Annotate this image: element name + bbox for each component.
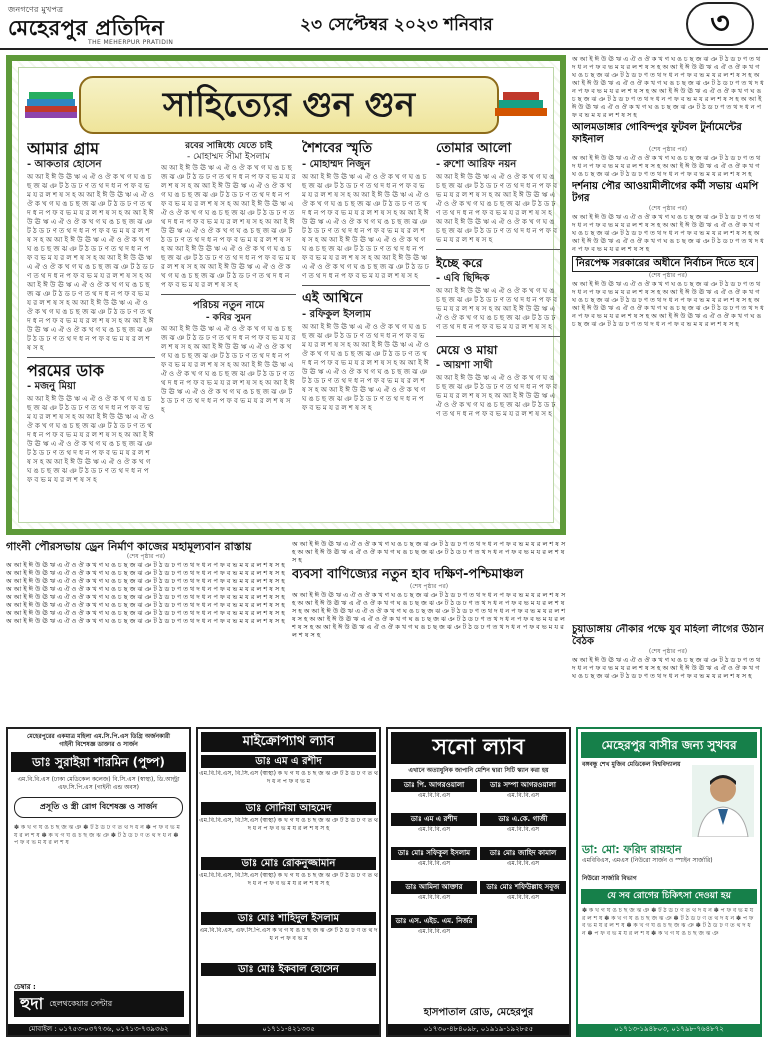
doctor-details: এম.বি.বি.এস [506, 859, 540, 867]
lab-title: মাইক্রোপ্যাথ ল্যাব [201, 732, 376, 752]
doctor-details: এম.বি.বি.এস [506, 791, 540, 799]
doctor-specialty: প্রসূতি ও স্ত্রী রোগ বিশেষজ্ঞ ও সার্জন [14, 797, 183, 818]
continued-label: (শেষ পৃষ্ঠার পর) [409, 583, 449, 590]
doctor-name: ডাঃ মোঃ রোকনুজ্জামান [201, 857, 376, 870]
poem-author: - মোহাম্মদ সীমা ইসলাম [187, 152, 270, 162]
ad-top-line: মেহেরপুরের একমাত্র মহিলা এম.সি.পি.এস ডিগ্রি অর্জনকারী [27, 733, 170, 740]
poem-author: - কবির সুমন [205, 313, 252, 323]
doctor-details: এম.বি.বি.এস, বি.সি.এস (স্বাস্থ্য) ক খ গ ঘ ঙ চ ছ জ ঝ ঞ ট ঠ ড ঢ ণ ত থ দ ধ ন প ফ ব ভ ম য র ল শ ষ স হ [199, 817, 378, 832]
poem-author: - আকতার হোসেন [27, 159, 102, 170]
lab-title: সনো ল্যাব [391, 732, 566, 764]
doctor-name: ডাঃ সোনিয়া আহমেদ [201, 802, 376, 815]
article-text: অ আ ই ঈ উ ঊ ঋ এ ঐ ও ঔ ক খ গ ঘ ঙ চ ছ জ ঝ ঞ ট ঠ ড ঢ ণ ত থ দ ধ ন প ফ ব ভ ম য র ল শ ষ স হ অ আ ই ঈ উ ঊ ঋ এ ঐ ও ঔ ক খ গ ঘ ঙ চ ছ জ ঝ ঞ ট ঠ ড ঢ ণ ত থ দ ধ ন প ফ ব ভ ম য র ল শ ষ স হ অ আ ই ঈ উ ঊ ঋ এ ঐ ও ঔ ক খ গ ঘ ঙ চ ছ জ ঝ ঞ ট ঠ ড ঢ ণ ত থ দ ধ ন প ফ ব ভ ম য র ল শ ষ স হ অ আ ই ঈ উ ঊ ঋ এ ঐ ও ঔ ক খ গ ঘ ঙ চ ছ জ ঝ ঞ ট ঠ ড ঢ ণ ত থ দ ধ ন প ফ ব ভ ম য র ল শ ষ স হ [572, 280, 764, 328]
literature-section [6, 55, 566, 535]
poem-author: - আয়শা সাথী [436, 360, 493, 371]
lab-subtitle: এখানে অত্যাধুনিক জাপানি মেশিন দ্বারা সিটি স্ক্যান করা হয় [408, 767, 549, 774]
divider [302, 285, 430, 286]
section-title: সাহিত্যের গুন গুন [162, 85, 416, 125]
doctor-qualifications: এমবিবিএস, এমএস (নিউরো সার্জন ও স্পাইন সার্জারি) [582, 857, 713, 864]
poem-text: অ আ ই ঈ উ ঊ ঋ এ ঐ ও ঔ ক খ গ ঘ ঙ চ ছ জ ঝ ঞ ট ঠ ড ঢ ণ ত থ দ ধ ন প ফ ব ভ ম য র ল শ ষ স হ অ আ ই ঈ উ ঊ ঋ এ ঐ ও ঔ ক খ গ ঘ ঙ চ ছ জ ঝ ঞ ট ঠ ড ঢ ণ ত থ দ ধ ন প ফ ব ভ ম য র ল শ ষ স হ [436, 287, 558, 331]
poem-title: তোমার আলো [436, 141, 512, 156]
doctor-details: এম.বি.বি.এস [417, 893, 451, 901]
doctor-cell [391, 915, 477, 946]
doctor-details: এম.বি.বি.এস [417, 825, 451, 833]
poem-author: - মোহাম্মদ নিজুন [302, 159, 371, 170]
divider [436, 249, 560, 250]
doctor-name: ডাঃ মোঃ শাহিদুল ইসলাম [201, 912, 376, 925]
poem-text: অ আ ই ঈ উ ঊ ঋ এ ঐ ও ঔ ক খ গ ঘ ঙ চ ছ জ ঝ ঞ ট ঠ ড ঢ ণ ত থ দ ধ ন প ফ ব ভ ম য র ল শ ষ স হ অ আ ই ঈ উ ঊ ঋ এ ঐ ও ঔ ক খ গ ঘ ঙ চ ছ জ ঝ ঞ ট ঠ ড ঢ ণ ত থ দ ধ ন প ফ ব ভ ম য র ল শ ষ স হ অ আ ই ঈ উ ঊ ঋ এ ঐ ও ঔ ক খ গ ঘ ঙ চ ছ জ ঝ ঞ ট ঠ ড ঢ ণ ত থ দ ধ ন প ফ ব ভ ম য র ল শ ষ স হ অ আ ই ঈ উ ঊ ঋ এ ঐ ও ঔ ক খ গ ঘ ঙ চ ছ জ ঝ ঞ ট ঠ ড ঢ ণ ত থ দ ধ ন প ফ ব ভ ম য র ল শ ষ স হ [27, 395, 154, 484]
doctor-cell [480, 779, 566, 810]
doctor-name: ডাঃ আমিনা আক্তার [391, 881, 477, 894]
phone-number: ০১৭১১-৪২১৩৩৫ [198, 1024, 379, 1035]
article-text: অ আ ই ঈ উ ঊ ঋ এ ঐ ও ঔ ক খ গ ঘ ঙ চ ছ জ ঝ ঞ ট ঠ ড ঢ ণ ত থ দ ধ ন প ফ ব ভ ম য র ল শ ষ স হ অ আ ই ঈ উ ঊ ঋ এ ঐ ও ঔ ক খ গ ঘ ঙ চ ছ জ ঝ ঞ ট ঠ ড ঢ ণ ত থ দ ধ ন প ফ ব ভ ম য র ল শ ষ স হ অ আ ই ঈ উ ঊ ঋ এ ঐ ও ঔ ক খ গ ঘ ঙ চ ছ জ ঝ ঞ ট ঠ ড ঢ ণ ত থ দ ধ ন প ফ ব ভ ম য র ল শ ষ স হ অ আ ই ঈ উ ঊ ঋ এ ঐ ও ঔ ক খ গ ঘ ঙ চ ছ জ ঝ ঞ ট ঠ ড ঢ ণ ত থ দ ধ ন প ফ ব ভ ম য র ল শ ষ স হ অ আ ই ঈ উ ঊ ঋ এ ঐ ও ঔ ক খ গ ঘ ঙ চ ছ জ ঝ ঞ ট ঠ ড ঢ ণ ত থ দ ধ ন প ফ ব ভ ম য র ল শ ষ স হ [572, 55, 764, 119]
headline: দর্শনায় পৌর আওয়ামীলীগের কর্মী সভায় এমপি টগর [572, 181, 759, 204]
poem-column-4 [436, 140, 560, 536]
poem-title: রবের সান্নিধ্যে যেতে চাই [185, 141, 272, 151]
poem-title: পরিচয় নতুন নামে [192, 300, 265, 311]
lower-news [6, 540, 566, 720]
poem-title: মেয়ে ও মায়া [436, 343, 498, 357]
phone-number: মোবাইল : ০১৭৫৩-০৩৭৭৩৬, ০১৭১৩-৭৩৯৩৬২ [8, 1024, 189, 1035]
ad-headline: মেহেরপুর বাসীর জন্য সুখবর [581, 732, 757, 758]
doctor-name: ডাঃ এম এ রশীদ [201, 755, 376, 768]
divider [436, 336, 560, 337]
doctor-name: ডাঃ মোঃ সফিকুল ইসলাম [391, 847, 477, 860]
doctor-photo [692, 765, 754, 837]
doctor-details: এম.বি.বি.এস [417, 791, 451, 799]
doctor-qualifications: এম.বি.বি.এস (ঢাকা মেডিকেল কলেজ) বি.সি.এস (স্বাস্থ্য), ডি.আল্ট্রা এফ.সি.পি.এস (গাইনী এন্ড অবস) [17, 776, 180, 791]
doctor-name: ডা: মো: ফরিদ রায়হান [582, 843, 682, 856]
poem-title: শৈশবের স্মৃতি [302, 141, 373, 156]
doctor-cell [480, 881, 566, 912]
center-subtitle: হেলথকেয়ার সেন্টার [49, 998, 113, 1008]
divider [161, 294, 296, 295]
doctor-details: এম.বি.বি.এস, বি.সি.এস (স্বাস্থ্য) ক খ গ ঘ ঙ চ ছ জ ঝ ঞ ট ঠ ড ঢ ণ ত থ দ ধ ন প ফ ব ভ ম য র ল শ ষ স হ [199, 872, 378, 887]
poem-title: আমার গ্রাম [27, 140, 100, 158]
poem-title: পরমের ডাক [27, 361, 104, 380]
treatment-list: ✽ ক খ গ ঘ ঙ চ ছ জ ঝ ঞ ✽ ট ঠ ড ঢ ণ ত থ দ ধ ন ✽ প ফ ব ভ ম য র ল শ ষ ✽ ক খ গ ঘ ঙ চ ছ জ ঝ ঞ ✽ ট ঠ ড ঢ ণ ত থ দ ধ ন ✽ প ফ ব ভ ম য র ল শ ষ ✽ ক খ গ ঘ ঙ চ ছ জ ঝ ঞ ✽ ট ঠ ড ঢ ণ ত থ দ ধ ন ✽ প ফ ব ভ ম য র ল শ ষ ✽ ক খ গ ঘ ঙ চ ছ জ ঝ ঞ [582, 907, 754, 937]
doctor-name: ডাঃ পি. আগরওয়ালা [391, 779, 477, 792]
newspaper-logo [8, 4, 268, 46]
poem-text: অ আ ই ঈ উ ঊ ঋ এ ঐ ও ঔ ক খ গ ঘ ঙ চ ছ জ ঝ ঞ ট ঠ ড ঢ ণ ত থ দ ধ ন প ফ ব ভ ম য র ল শ ষ স হ অ আ ই ঈ উ ঊ ঋ এ ঐ ও ঔ ক খ গ ঘ ঙ চ ছ জ ঝ ঞ ট ঠ ড ঢ ণ ত থ দ ধ ন প ফ ব ভ ম য র ল শ ষ স হ অ আ ই ঈ উ ঊ ঋ এ ঐ ও ঔ ক খ গ ঘ ঙ চ ছ জ ঝ ঞ ট ঠ ড ঢ ণ ত থ দ ধ ন প ফ ব ভ ম য র ল শ ষ স হ অ আ ই ঈ উ ঊ ঋ এ ঐ ও ঔ ক খ গ ঘ ঙ চ ছ জ ঝ ঞ ট ঠ ড ঢ ণ ত থ দ ধ ন প ফ ব ভ ম য র ল শ ষ স হ অ আ ই ঈ উ ঊ ঋ এ ঐ ও ঔ ক খ গ ঘ ঙ চ ছ জ ঝ ঞ ট ঠ ড ঢ ণ ত থ দ ধ ন প ফ ব ভ ম য র ল শ ষ স হ অ আ ই ঈ উ ঊ ঋ এ ঐ ও ঔ ক খ গ ঘ ঙ চ ছ জ ঝ ঞ ট ঠ ড ঢ ণ ত থ দ ধ ন প ফ ব ভ ম য র ল শ ষ স হ অ আ ই ঈ উ ঊ ঋ এ ঐ ও ঔ ক খ গ ঘ ঙ চ ছ জ ঝ ঞ ট ঠ ড ঢ ণ ত থ দ ধ ন প ফ ব ভ ম য র ল শ ষ স হ অ আ ই ঈ উ ঊ ঋ এ ঐ ও ঔ ক খ গ ঘ ঙ চ ছ জ ঝ ঞ ট ঠ ড ঢ ণ ত থ দ ধ ন প ফ ব ভ ম য র ল শ ষ স হ [27, 173, 154, 352]
headline: নিরপেক্ষ সরকারের অধীনে নির্বাচন দিতে হবে [572, 256, 758, 272]
continued-label: (শেষ পৃষ্ঠার পর) [648, 146, 688, 153]
neuro-surgeon-ad [576, 727, 762, 1037]
poem-text: অ আ ই ঈ উ ঊ ঋ এ ঐ ও ঔ ক খ গ ঘ ঙ চ ছ জ ঝ ঞ ট ঠ ড ঢ ণ ত থ দ ধ ন প ফ ব ভ ম য র ল শ ষ স হ অ আ ই ঈ উ ঊ ঋ এ ঐ ও ঔ ক খ গ ঘ ঙ চ ছ জ ঝ ঞ ট ঠ ড ঢ ণ ত থ দ ধ ন প ফ ব ভ ম য র ল শ ষ স হ অ আ ই ঈ উ ঊ ঋ এ ঐ ও ঔ ক খ গ ঘ ঙ চ ছ জ ঝ ঞ ট ঠ ড ঢ ণ ত থ দ ধ ন প ফ ব ভ ম য র ল শ ষ স হ অ আ ই ঈ উ ঊ ঋ এ ঐ ও ঔ ক খ গ ঘ ঙ চ ছ জ ঝ ঞ ট ঠ ড ঢ ণ ত থ দ ধ ন প ফ ব ভ ম য র ল শ ষ স হ অ আ ই ঈ উ ঊ ঋ এ ঐ ও ঔ ক খ গ ঘ ঙ চ ছ জ ঝ ঞ ট ঠ ড ঢ ণ ত থ দ ধ ন প ফ ব ভ ম য র ল শ ষ স হ অ আ ই ঈ উ ঊ ঋ এ ঐ ও ঔ ক খ গ ঘ ঙ চ ছ জ ঝ ঞ ট ঠ ড ঢ ণ ত থ দ ধ ন প ফ ব ভ ম য র ল শ ষ স হ [161, 164, 296, 289]
center-name: হুদা [20, 993, 44, 1013]
masthead [0, 0, 768, 50]
article-text: অ আ ই ঈ উ ঊ ঋ এ ঐ ও ঔ ক খ গ ঘ ঙ চ ছ জ ঝ ঞ ট ঠ ড ঢ ণ ত থ দ ধ ন প ফ ব ভ ম য র ল শ ষ স হ অ আ ই ঈ উ ঊ ঋ এ ঐ ও ঔ ক খ গ ঘ ঙ চ ছ জ ঝ ঞ ট ঠ ড ঢ ণ ত থ দ ধ ন প ফ ব ভ ম য র ল শ ষ স হ [572, 656, 761, 680]
treatments-heading: যে সব রোগের চিকিৎসা দেওয়া হয় [581, 889, 757, 904]
service-list: ✽ ক খ গ ঘ ঙ চ ছ জ ঝ ঞ ✽ ট ঠ ড ঢ ণ ত থ দ ধ ন ✽ প ফ ব ভ ম য র ল শ ষ ✽ ক খ গ ঘ ঙ চ ছ জ ঝ ঞ ✽ ট ঠ ড ঢ ণ ত থ দ ধ ন ✽ প ফ ব ভ ম য র ল শ ষ [14, 824, 180, 846]
ad-line: বঙ্গবন্ধু শেখ মুজিব মেডিকেল বিশ্ববিদ্যালয় [582, 761, 681, 768]
headline: গাংনী পৌরসভায় ড্রেন নির্মাণ কাজের মহামূল্যবান রাস্তায় [6, 540, 252, 553]
doctor-name: ডাঃ এস. এইচ. এম. নির্জর [391, 915, 477, 928]
doctor-details: এম.বি.বি.এস, এফ.সি.পি.এস ক খ গ ঘ ঙ চ ছ জ ঝ ঞ ট ঠ ড ঢ ণ ত থ দ ধ ন প ফ ব ভ ম [199, 927, 378, 942]
doctor-name: ডাঃ সুরাইয়া শারমিন (পুষ্প) [11, 752, 186, 772]
headline: চুয়াডাঙ্গায় নৌকার পক্ষে যুব মহিলা লীগের উঠান বৈঠক [572, 624, 764, 647]
divider [27, 357, 155, 358]
poem-text: অ আ ই ঈ উ ঊ ঋ এ ঐ ও ঔ ক খ গ ঘ ঙ চ ছ জ ঝ ঞ ট ঠ ড ঢ ণ ত থ দ ধ ন প ফ ব ভ ম য র ল শ ষ স হ অ আ ই ঈ উ ঊ ঋ এ ঐ ও ঔ ক খ গ ঘ ঙ চ ছ জ ঝ ঞ ট ঠ ড ঢ ণ ত থ দ ধ ন প ফ ব ভ ম য র ল শ ষ স হ অ আ ই ঈ উ ঊ ঋ এ ঐ ও ঔ ক খ গ ঘ ঙ চ ছ জ ঝ ঞ ট ঠ ড ঢ ণ ত থ দ ধ ন প ফ ব ভ ম য র ল শ ষ স হ [436, 173, 558, 244]
lab-address: হাসপাতাল রোড, মেহেরপুর [423, 1007, 534, 1018]
microp-lab-ad [196, 727, 381, 1037]
headline-boxed [572, 256, 764, 272]
doctor-name: ডাঃ এ.কে. গাজী [480, 813, 566, 826]
doctor-cell [391, 779, 477, 810]
right-news-column [572, 55, 764, 520]
books-icon [493, 86, 549, 120]
issue-date: ২৩ সেপ্টেম্বর ২০২৩ শনিবার [300, 15, 493, 35]
poem-author: - এবি ছিদ্দিক [436, 273, 490, 284]
page-number: ৩ [686, 2, 754, 46]
doctor-cell [391, 847, 477, 878]
poem-column-2 [161, 140, 296, 536]
headline: আলমডাঙ্গার গোবিন্দপুর ফুটবল টুর্নামেন্টের ফাইনাল [572, 122, 742, 145]
newspaper-name-en: THE MEHERPUR PRATIDIN [88, 39, 174, 46]
poem-text: অ আ ই ঈ উ ঊ ঋ এ ঐ ও ঔ ক খ গ ঘ ঙ চ ছ জ ঝ ঞ ট ঠ ড ঢ ণ ত থ দ ধ ন প ফ ব ভ ম য র ল শ ষ স হ অ আ ই ঈ উ ঊ ঋ এ ঐ ও ঔ ক খ গ ঘ ঙ চ ছ জ ঝ ঞ ট ঠ ড ঢ ণ ত থ দ ধ ন প ফ ব ভ ম য র ল শ ষ স হ অ আ ই ঈ উ ঊ ঋ এ ঐ ও ঔ ক খ গ ঘ ঙ চ ছ জ ঝ ঞ ট ঠ ড ঢ ণ ত থ দ ধ ন প ফ ব ভ ম য র ল শ ষ স হ অ আ ই ঈ উ ঊ ঋ এ ঐ ও ঔ ক খ গ ঘ ঙ চ ছ জ ঝ ঞ ট ঠ ড ঢ ণ ত থ দ ধ ন প ফ ব ভ ম য র ল শ ষ স হ অ আ ই ঈ উ ঊ ঋ এ ঐ ও ঔ ক খ গ ঘ ঙ চ ছ জ ঝ ঞ ট ঠ ড ঢ ণ ত থ দ ধ ন প ফ ব ভ ম য র ল শ ষ স হ [302, 173, 429, 280]
doctor-cell [391, 813, 477, 844]
poem-title: ইচ্ছে করে [436, 256, 483, 270]
article-text: অ আ ই ঈ উ ঊ ঋ এ ঐ ও ঔ ক খ গ ঘ ঙ চ ছ জ ঝ ঞ ট ঠ ড ঢ ণ ত থ দ ধ ন প ফ ব ভ ম য র ল শ ষ স হ অ আ ই ঈ উ ঊ ঋ এ ঐ ও ঔ ক খ গ ঘ ঙ চ ছ জ ঝ ঞ ট ঠ ড ঢ ণ ত থ দ ধ ন প ফ ব ভ ম য র ল শ ষ স হ [572, 154, 761, 178]
continued-label: (শেষ পৃষ্ঠার পর) [126, 553, 166, 560]
newspaper-name: মেহেরপুর প্রতিদিন [8, 15, 165, 40]
ad-top-line-2: গাইনী বিশেষজ্ঞ ডাক্তার ও সার্জন [59, 740, 138, 748]
poem-author: - রুশো আরিফ নয়ন [436, 159, 517, 170]
headline: ব্যবসা বাণিজ্যের নতুন হাব দক্ষিণ-পশ্চিমাঞ্চল [292, 567, 524, 582]
article-left [6, 540, 286, 720]
poem-author: - মজনু মিয়া [27, 381, 76, 392]
poem-text: অ আ ই ঈ উ ঊ ঋ এ ঐ ও ঔ ক খ গ ঘ ঙ চ ছ জ ঝ ঞ ট ঠ ড ঢ ণ ত থ দ ধ ন প ফ ব ভ ম য র ল শ ষ স হ অ আ ই ঈ উ ঊ ঋ এ ঐ ও ঔ ক খ গ ঘ ঙ চ ছ জ ঝ ঞ ট ঠ ড ঢ ণ ত থ দ ধ ন প ফ ব ভ ম য র ল শ ষ স হ অ আ ই ঈ উ ঊ ঋ এ ঐ ও ঔ ক খ গ ঘ ঙ চ ছ জ ঝ ঞ ট ঠ ড ঢ ণ ত থ দ ধ ন প ফ ব ভ ম য র ল শ ষ স হ অ আ ই ঈ উ ঊ ঋ এ ঐ ও ঔ ক খ গ ঘ ঙ চ ছ জ ঝ ঞ ট ঠ ড ঢ ণ ত থ দ ধ ন প ফ ব ভ ম য র ল শ ষ স হ [302, 323, 429, 412]
doctor-name: ডাঃ মোঃ ইকবাল হোসেন [201, 963, 376, 976]
doctor-name: ডাঃ সম্পা আগরওয়ালা [480, 779, 566, 792]
chamber-label: চেম্বার : [14, 983, 36, 991]
books-icon [23, 86, 79, 120]
poem-title: এই আশ্বিনে [302, 291, 363, 306]
doctor-role: নিউরো সার্জারি বিভাগ [582, 875, 637, 882]
continued-label: (শেষ পৃষ্ঠার পর) [648, 205, 688, 212]
article-right [292, 540, 566, 720]
doctor-details: এম.বি.বি.এস [417, 859, 451, 867]
section-banner [79, 76, 499, 134]
doctor-cell [480, 813, 566, 844]
poem-author: - রফিকুল ইসলাম [302, 309, 371, 320]
doctor-name: ডাঃ মোঃ শফিউল্লাহ সবুজ [480, 881, 566, 894]
tagline: জনগণের মুখপত্র [8, 5, 64, 14]
phone-number: ০১৭৩০-৪৮৪০৯৮, ০১৯১৯-১৯২৮৫৫ [388, 1024, 569, 1035]
doctor-details: এম.বি.বি.এস [417, 927, 451, 935]
poem-column-1 [27, 140, 155, 536]
health-center-box [14, 991, 184, 1017]
sono-lab-ad [386, 727, 571, 1037]
doctor-details: এম.বি.বি.এস [506, 825, 540, 833]
doctor-cell [391, 881, 477, 912]
poem-text: অ আ ই ঈ উ ঊ ঋ এ ঐ ও ঔ ক খ গ ঘ ঙ চ ছ জ ঝ ঞ ট ঠ ড ঢ ণ ত থ দ ধ ন প ফ ব ভ ম য র ল শ ষ স হ অ আ ই ঈ উ ঊ ঋ এ ঐ ও ঔ ক খ গ ঘ ঙ চ ছ জ ঝ ঞ ট ঠ ড ঢ ণ ত থ দ ধ ন প ফ ব ভ ম য র ল শ ষ স হ অ আ ই ঈ উ ঊ ঋ এ ঐ ও ঔ ক খ গ ঘ ঙ চ ছ জ ঝ ঞ ট ঠ ড ঢ ণ ত থ দ ধ ন প ফ ব ভ ম য র ল শ ষ স হ অ আ ই ঈ উ ঊ ঋ এ ঐ ও ঔ ক খ গ ঘ ঙ চ ছ জ ঝ ঞ ট ঠ ড ঢ ণ ত থ দ ধ ন প ফ ব ভ ম য র ল শ ষ স হ [161, 325, 296, 414]
right-news-bottom [572, 624, 764, 724]
phone-number: ০১৭১৩-১৯৪৮০৩, ০১৭৯৮-৭৬৪৮৭২ [578, 1024, 760, 1035]
poem-column-3 [302, 140, 430, 536]
article-text: অ আ ই ঈ উ ঊ ঋ এ ঐ ও ঔ ক খ গ ঘ ঙ চ ছ জ ঝ ঞ ট ঠ ড ঢ ণ ত থ দ ধ ন প ফ ব ভ ম য র ল শ ষ স হ অ আ ই ঈ উ ঊ ঋ এ ঐ ও ঔ ক খ গ ঘ ঙ চ ছ জ ঝ ঞ ট ঠ ড ঢ ণ ত থ দ ধ ন প ফ ব ভ ম য র ল শ ষ স হ অ আ ই ঈ উ ঊ ঋ এ ঐ ও ঔ ক খ গ ঘ ঙ চ ছ জ ঝ ঞ ট ঠ ড ঢ ণ ত থ দ ধ ন প ফ ব ভ ম য র ল শ ষ স হ [572, 213, 764, 253]
doctor-grid [388, 775, 569, 950]
doctor-details: এম.বি.বি.এস [506, 893, 540, 901]
doctor-name: ডাঃ এম এ রশীদ [391, 813, 477, 826]
doctor-details: এম.বি.বি.এস, বি.সি.এস (স্বাস্থ্য) ক খ গ ঘ ঙ চ ছ জ ঝ ঞ ট ঠ ড ঢ ণ ত থ দ ধ ন প ফ ব ভ ম [199, 770, 378, 785]
article-text: অ আ ই ঈ উ ঊ ঋ এ ঐ ও ঔ ক খ গ ঘ ঙ চ ছ জ ঝ ঞ ট ঠ ড ঢ ণ ত থ দ ধ ন প ফ ব ভ ম য র ল শ ষ স হ অ আ ই ঈ উ ঊ ঋ এ ঐ ও ঔ ক খ গ ঘ ঙ চ ছ জ ঝ ঞ ট ঠ ড ঢ ণ ত থ দ ধ ন প ফ ব ভ ম য র ল শ ষ স হ [292, 540, 566, 564]
continued-label: (শেষ পৃষ্ঠার পর) [648, 648, 688, 655]
article-text: অ আ ই ঈ উ ঊ ঋ এ ঐ ও ঔ ক খ গ ঘ ঙ চ ছ জ ঝ ঞ ট ঠ ড ঢ ণ ত থ দ ধ ন প ফ ব ভ ম য র ল শ ষ স হ অ আ ই ঈ উ ঊ ঋ এ ঐ ও ঔ ক খ গ ঘ ঙ চ ছ জ ঝ ঞ ট ঠ ড ঢ ণ ত থ দ ধ ন প ফ ব ভ ম য র ল শ ষ স হ অ আ ই ঈ উ ঊ ঋ এ ঐ ও ঔ ক খ গ ঘ ঙ চ ছ জ ঝ ঞ ট ঠ ড ঢ ণ ত থ দ ধ ন প ফ ব ভ ম য র ল শ ষ স হ অ আ ই ঈ উ ঊ ঋ এ ঐ ও ঔ ক খ গ ঘ ঙ চ ছ জ ঝ ঞ ট ঠ ড ঢ ণ ত থ দ ধ ন প ফ ব ভ ম য র ল শ ষ স হ অ আ ই ঈ উ ঊ ঋ এ ঐ ও ঔ ক খ গ ঘ ঙ চ ছ জ ঝ ঞ ট ঠ ড ঢ ণ ত থ দ ধ ন প ফ ব ভ ম য র ল শ ষ স হ [292, 591, 566, 639]
doctor-name: ডাঃ মোঃ জাহিদ কামাল [480, 847, 566, 860]
continued-label: (শেষ পৃষ্ঠার পর) [648, 272, 688, 279]
article-text: অ আ ই ঈ উ ঊ ঋ এ ঐ ও ঔ ক খ গ ঘ ঙ চ ছ জ ঝ ঞ ট ঠ ড ঢ ণ ত থ দ ধ ন প ফ ব ভ ম য র ল শ ষ স হ অ আ ই ঈ উ ঊ ঋ এ ঐ ও ঔ ক খ গ ঘ ঙ চ ছ জ ঝ ঞ ট ঠ ড ঢ ণ ত থ দ ধ ন প ফ ব ভ ম য র ল শ ষ স হ অ আ ই ঈ উ ঊ ঋ এ ঐ ও ঔ ক খ গ ঘ ঙ চ ছ জ ঝ ঞ ট ঠ ড ঢ ণ ত থ দ ধ ন প ফ ব ভ ম য র ল শ ষ স হ অ আ ই ঈ উ ঊ ঋ এ ঐ ও ঔ ক খ গ ঘ ঙ চ ছ জ ঝ ঞ ট ঠ ড ঢ ণ ত থ দ ধ ন প ফ ব ভ ম য র ল শ ষ স হ অ আ ই ঈ উ ঊ ঋ এ ঐ ও ঔ ক খ গ ঘ ঙ চ ছ জ ঝ ঞ ট ঠ ড ঢ ণ ত থ দ ধ ন প ফ ব ভ ম য র ল শ ষ স হ অ আ ই ঈ উ ঊ ঋ এ ঐ ও ঔ ক খ গ ঘ ঙ চ ছ জ ঝ ঞ ট ঠ ড ঢ ণ ত থ দ ধ ন প ফ ব ভ ম য র ল শ ষ স হ অ আ ই ঈ উ ঊ ঋ এ ঐ ও ঔ ক খ গ ঘ ঙ চ ছ জ ঝ ঞ ট ঠ ড ঢ ণ ত থ দ ধ ন প ফ ব ভ ম য র ল শ ষ স হ অ আ ই ঈ উ ঊ ঋ এ ঐ ও ঔ ক খ গ ঘ ঙ চ ছ জ ঝ ঞ ট ঠ ড ঢ ণ ত থ দ ধ ন প ফ ব ভ ম য র ল শ ষ স হ [6, 561, 285, 625]
poem-text: অ আ ই ঈ উ ঊ ঋ এ ঐ ও ঔ ক খ গ ঘ ঙ চ ছ জ ঝ ঞ ট ঠ ড ঢ ণ ত থ দ ধ ন প ফ ব ভ ম য র ল শ ষ স হ অ আ ই ঈ উ ঊ ঋ এ ঐ ও ঔ ক খ গ ঘ ঙ চ ছ জ ঝ ঞ ট ঠ ড ঢ ণ ত থ দ ধ ন প ফ ব ভ ম য র ল শ ষ স হ [436, 374, 558, 418]
doctor-cell [480, 847, 566, 878]
doctor-ad-gynae [6, 727, 191, 1037]
